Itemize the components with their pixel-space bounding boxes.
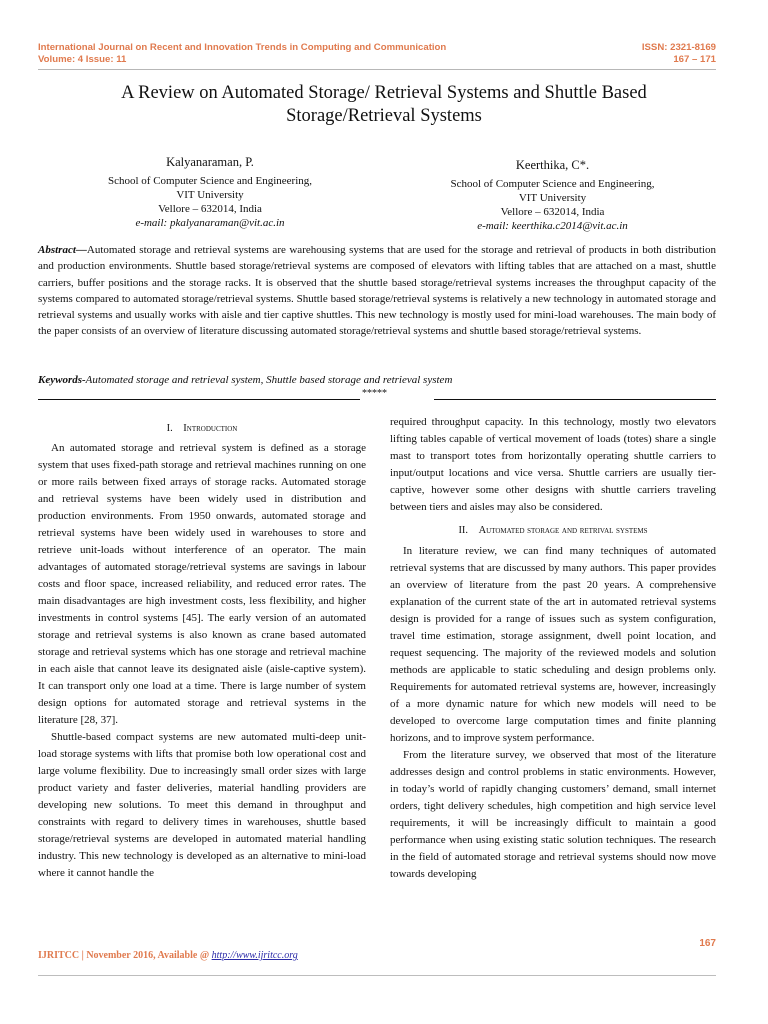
abstract-lead: Abstract—	[38, 244, 87, 256]
section-title: Introduction	[183, 423, 238, 434]
left-column	[38, 440, 366, 882]
divider-line-right	[434, 399, 716, 400]
body-paragraph: In literature review, we can find many techniques of automated retrieval systems that are discussed by many authors. This paper provides an overview of literature from the past 20 years. A comprehensive explanation of the current state of the art in automated retrieval systems design is provided for a range of issues such as system configuration, travel time estimation, storage assignment, dwell point location, and request sequencing. The majority of the reviewed models and solution methods are applicable to static scheduling and design problems only. Requirements for automated retrieval systems are, however, increasingly of a more dynamic nature for which new models will need to be developed to overcome large computation times and finite planning horizons, and to improve system performance.	[390, 545, 716, 744]
author-location: Vellore – 632014, India	[158, 203, 262, 215]
journal-website-link[interactable]: http://www.ijritcc.org	[211, 950, 298, 961]
header-rule	[38, 69, 716, 70]
section-heading-introduction	[38, 420, 366, 437]
page-number: 167	[699, 938, 716, 949]
section-number: II.	[458, 525, 469, 536]
divider-stars: *****	[362, 388, 387, 399]
footer-text: IJRITCC | November 2016, Available @	[38, 950, 212, 961]
author-name: Keerthika, C*.	[515, 158, 590, 172]
issn: ISSN: 2321-8169	[641, 42, 716, 53]
section-heading-automated-storage	[390, 522, 716, 539]
section-divider	[38, 388, 716, 404]
keywords	[38, 372, 716, 388]
author-university: VIT University	[176, 189, 244, 201]
author-name: Kalyanaraman, P.	[166, 155, 254, 169]
body-paragraph: Shuttle-based compact systems are new automated multi-deep unit-load storage systems with lifts that promise both low operational cost and large volume flexibility. Due to increasingly small order sizes with large product variety and faster deliveries, material handling providers are developing new solutions. To meet this demand in throughput and constraints with regard to delivery times in warehouses, shuttle based storage/retrieval systems are developed in automated material handling industry. This new technology is developed as an alternative to mini-load where it cannot handle the	[38, 731, 366, 879]
footer-rule	[38, 975, 716, 976]
divider-line-left	[38, 399, 360, 400]
page-range: 167 – 171	[673, 54, 716, 65]
author-department: School of Computer Science and Engineering,	[450, 178, 655, 190]
author-block-2	[405, 157, 700, 233]
body-paragraph: An automated storage and retrieval system is defined as a storage system that uses fixed-path storage and retrieval machines running on one or more rails between fixed arrays of storage racks. Automated storage and retrieval systems have been widely used in distribution and production environments. From 1950 onwards, automated storage and retrieval systems have been widely used in warehouses to store and retrieve unit-loads without interference of an operator. The main advantages of automated storage/retrieval systems are savings in labour costs and floor space, increased reliability, and reduced error rates. The main disadvantages are high investment costs, less flexibility, and higher investments in control systems [45]. The early version of an automated storage and retrieval systems is also known as crane based automated storage and retrieval systems which has one storage and retrieval machine in each aisle that cannot leave its designated aisle (aisle-captive system). It can transport only one load at a time. There is large number of system design options for automated storage and retrieval systems in the literature [28, 37].	[38, 442, 366, 726]
section-number: I.	[166, 423, 173, 434]
author-department: School of Computer Science and Engineering,	[107, 175, 313, 187]
author-email: e-mail: pkalyanaraman@vit.ac.in	[135, 217, 285, 229]
footer	[38, 950, 298, 961]
keywords-text: Automated storage and retrieval system, Shuttle based storage and retrieval system	[85, 374, 453, 386]
abstract-text: Automated storage and retrieval systems are warehousing systems that are used for the storage and retrieval of products in both distribution and production environments. Shuttle based storage/retrieval systems are composed of elevators with lifting tables that are attached on a mast, shuttle carriers, buffer positions and the storage racks. It is observed that the shuttle based storage/retrieval systems increases the throughput capacity of the systems compared to automated storage/retrieval systems. Shuttle based storage/retrieval systems is relatively a new technology in automated storage and retrieval systems and usually works with aisle and tier captive shuttles. This new technology is mostly used for mini-load warehouses. The main body of the paper consists of an overview of literature discussing automated storage/retrieval systems and shuttle based storage/retrieval systems.	[38, 244, 716, 338]
section-title: Automated storage and retrival systems	[478, 525, 648, 536]
author-block-1	[60, 154, 360, 230]
author-location: Vellore – 632014, India	[500, 206, 605, 218]
body-paragraph-continued: required throughput capacity. In this technology, mostly two elevators lifting tables capable of vertical movement of loads (totes) share a single mast to transport totes from horizontally operating shuttle carriers to input/output locations and vice versa. Shuttle carriers are usually tier-captive, however some other designs with shuttle carriers traveling between tiers and aisles may also be considered.	[390, 416, 716, 513]
keywords-lead: Keywords-	[38, 374, 86, 386]
journal-issn-pages	[642, 42, 716, 66]
abstract	[38, 242, 716, 340]
body-paragraph: From the literature survey, we observed that most of the literature addresses design and control problems in static environments. However, in today’s world of rapidly changing customers’ demand, small internet orders, tight delivery schedules, high competition and high service level requirements, it will be increasingly difficult to maintain a good performance when using existing static solution techniques. The research in the field of automated storage and retrieval systems should now move towards developing	[390, 749, 716, 880]
right-column	[390, 414, 716, 883]
author-email: e-mail: keerthika.c2014@vit.ac.in	[477, 220, 628, 232]
journal-name: International Journal on Recent and Innovation Trends in Computing and Communication	[38, 42, 447, 53]
author-university: VIT University	[518, 192, 587, 204]
paper-title: A Review on Automated Storage/ Retrieval Systems and Shuttle Based Storage/Retrieval Systems	[121, 83, 647, 126]
journal-info	[38, 42, 446, 66]
journal-volume: Volume: 4 Issue: 11	[38, 54, 127, 65]
